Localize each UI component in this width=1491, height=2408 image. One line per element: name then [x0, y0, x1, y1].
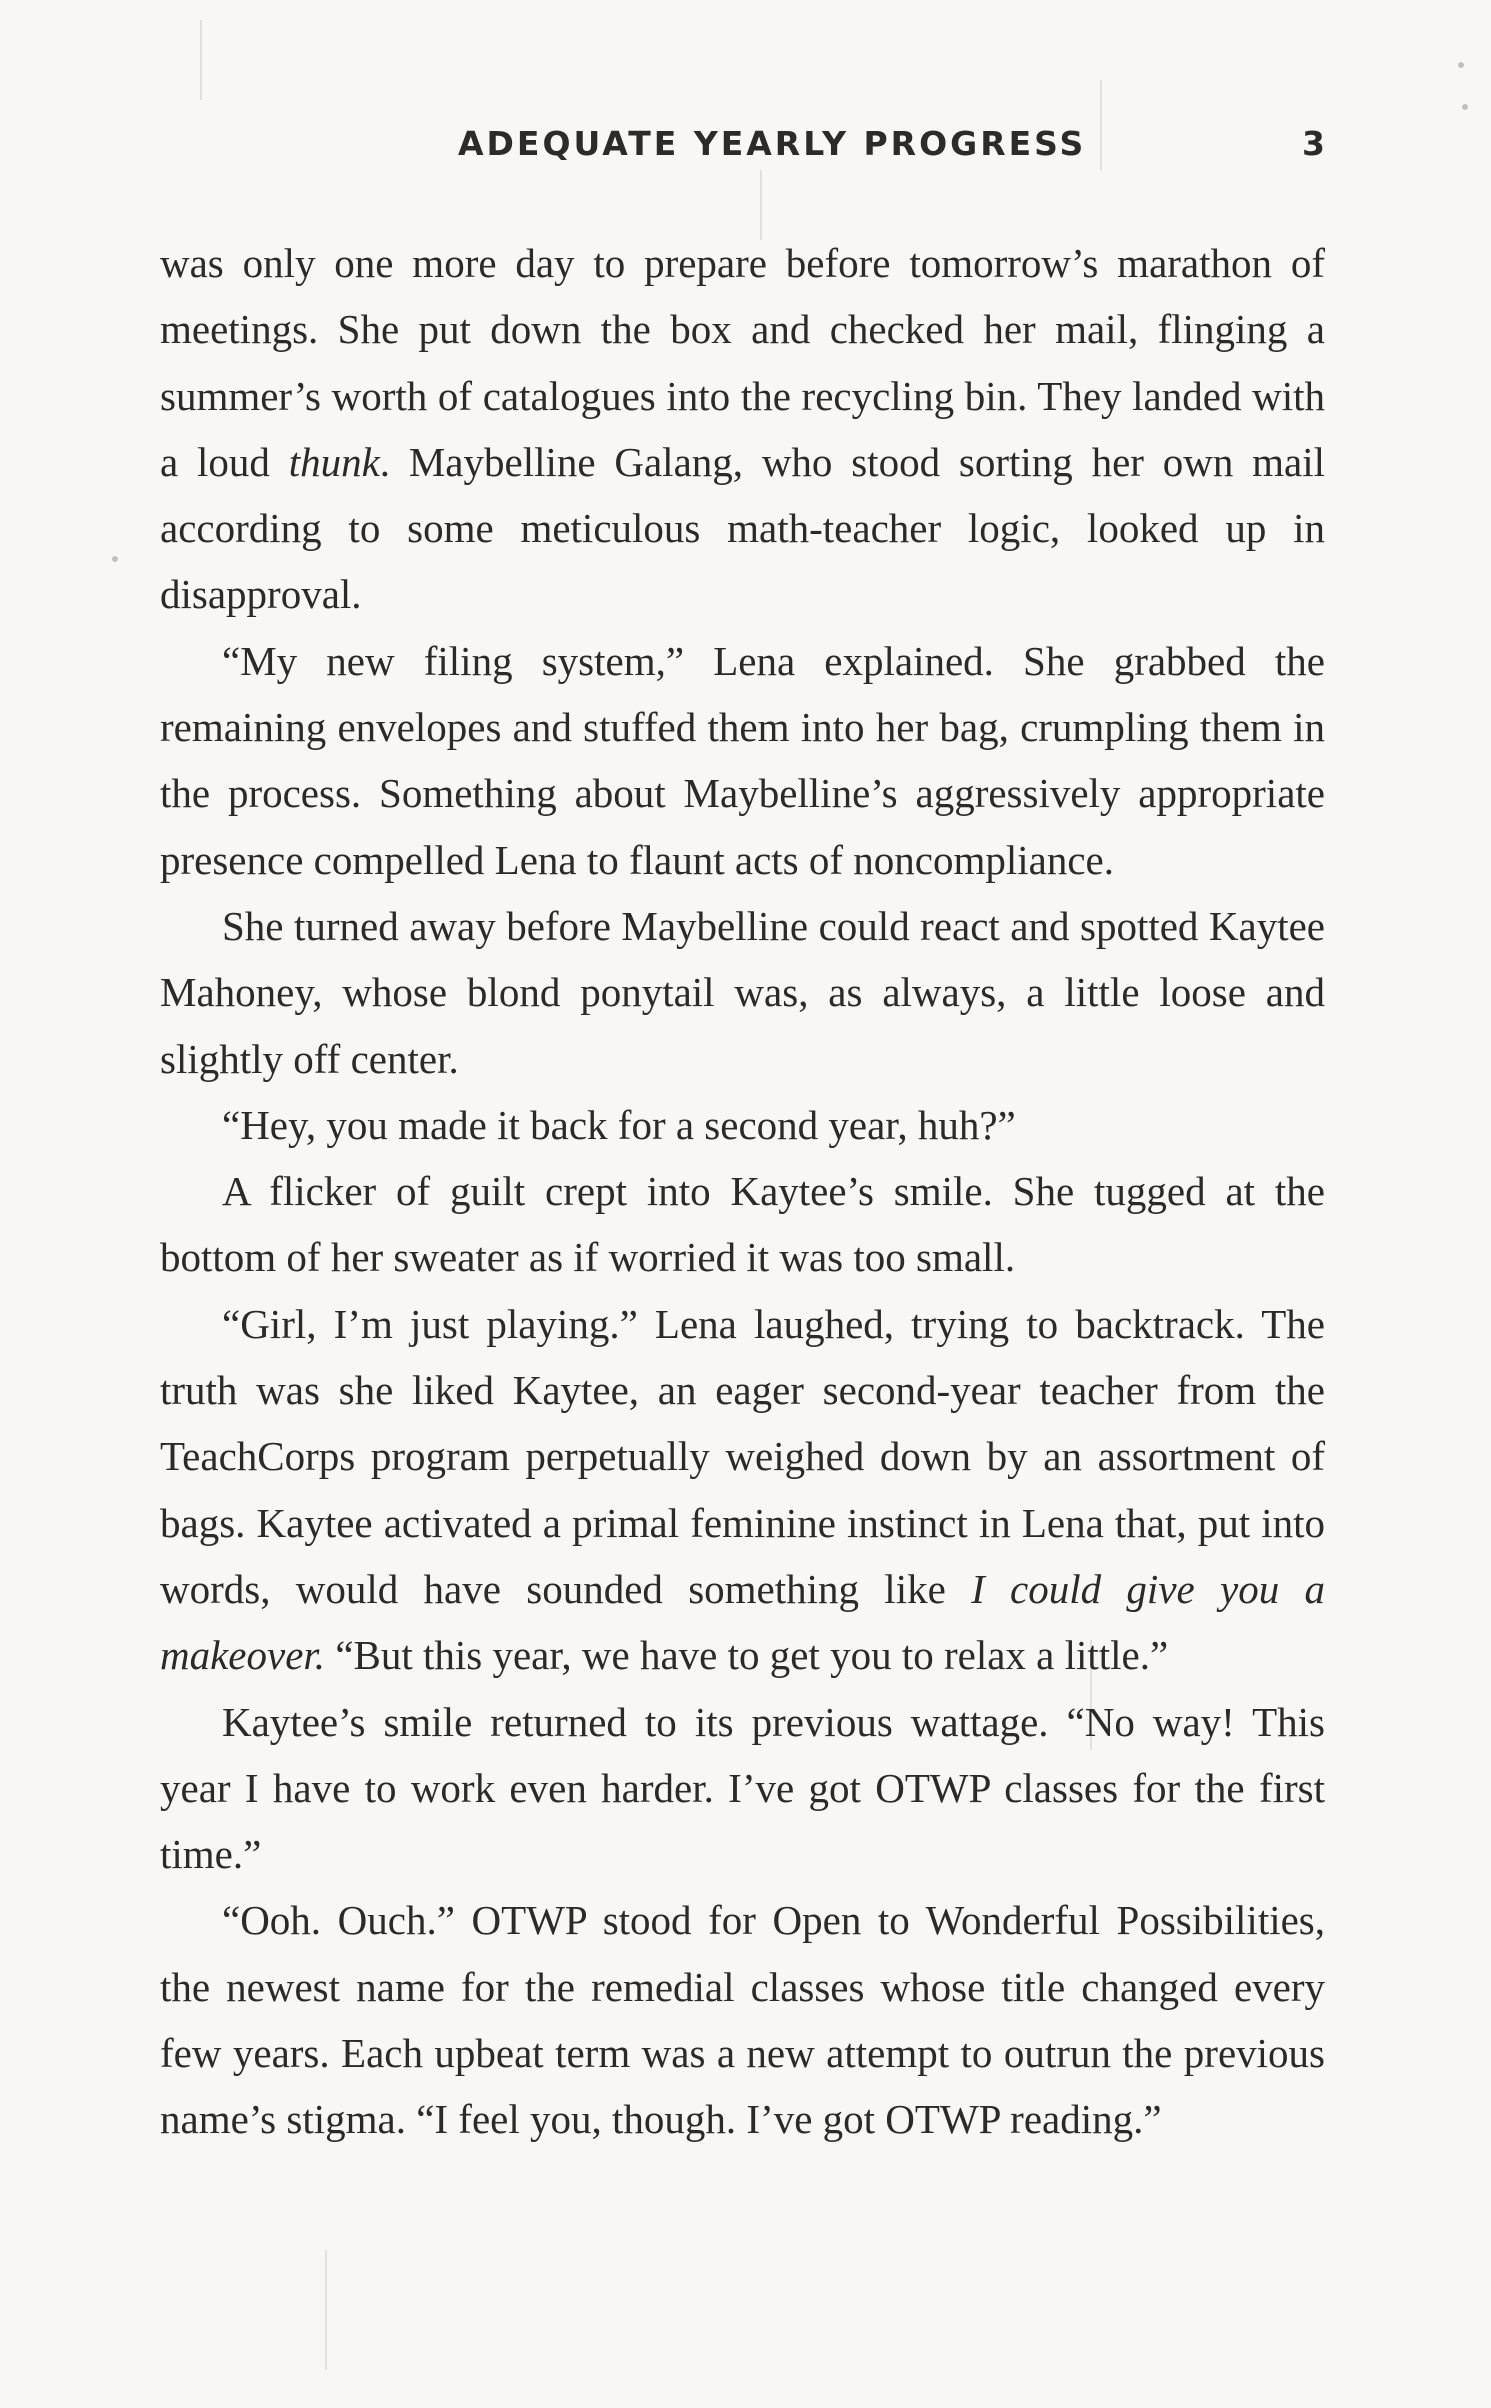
- paragraph: was only one more day to prepare before tomorrow’s marathon of meetings. She put down the box and checked her mail, flinging a summer’s worth of catalogues into the recycling bin. They landed with a loud thunk. Maybelline Galang, who stood sorting her own mail according to some meticulous math-teacher logic, looked up in disapproval.: [160, 240, 1326, 618]
- paragraph: A flicker of guilt crept into Kaytee’s smile. She tugged at the bottom of her sweater as if worried it was too small.: [160, 1168, 1325, 1281]
- scan-speck: [112, 556, 118, 562]
- paragraph: “Girl, I’m just playing.” Lena laughed, trying to backtrack. The truth was she liked Kaytee, an eager second-year teacher from the TeachCorps program perpetually weighed down by an assortment of bags. Kaytee activated a primal feminine instinct in Lena that, put into words, would have sounded something like I could give you a makeover. “But this year, we have to get you to relax a little.”: [160, 1300, 1325, 1679]
- page-number: 3: [1302, 124, 1325, 163]
- scan-streak: [200, 20, 202, 100]
- emphasis: thunk: [288, 438, 380, 485]
- emphasis: I could give you a makeover.: [160, 1565, 1325, 1679]
- scan-speck: [1458, 62, 1464, 68]
- body-text: [160, 230, 1325, 2153]
- page-header: [160, 124, 1325, 174]
- scan-speck: [1462, 104, 1468, 110]
- paragraph: “My new filing system,” Lena explained. She grabbed the remaining envelopes and stuffed them into her bag, crumpling them in the process. Something about Maybelline’s aggressively appropriate presence compelled Lena to flaunt acts of noncompliance.: [160, 637, 1325, 883]
- running-head: ADEQUATE YEARLY PROGRESS: [458, 124, 1087, 163]
- paragraph: Kaytee’s smile returned to its previous wattage. “No way! This year I have to work even harder. I’ve got OTWP classes for the first time.”: [160, 1698, 1325, 1878]
- paragraph: “Hey, you made it back for a second year, huh?”: [222, 1101, 1016, 1148]
- paragraph: She turned away before Maybelline could react and spotted Kaytee Mahoney, whose blond ponytail was, as always, a little loose and slightly off center.: [160, 902, 1325, 1082]
- paragraph: “Ooh. Ouch.” OTWP stood for Open to Wonderful Possibilities, the newest name for the remedial classes whose title changed every few years. Each upbeat term was a new attempt to outrun the previous name’s stigma. “I feel you, though. I’ve got OTWP reading.”: [160, 1897, 1325, 2143]
- scan-streak: [325, 2250, 327, 2370]
